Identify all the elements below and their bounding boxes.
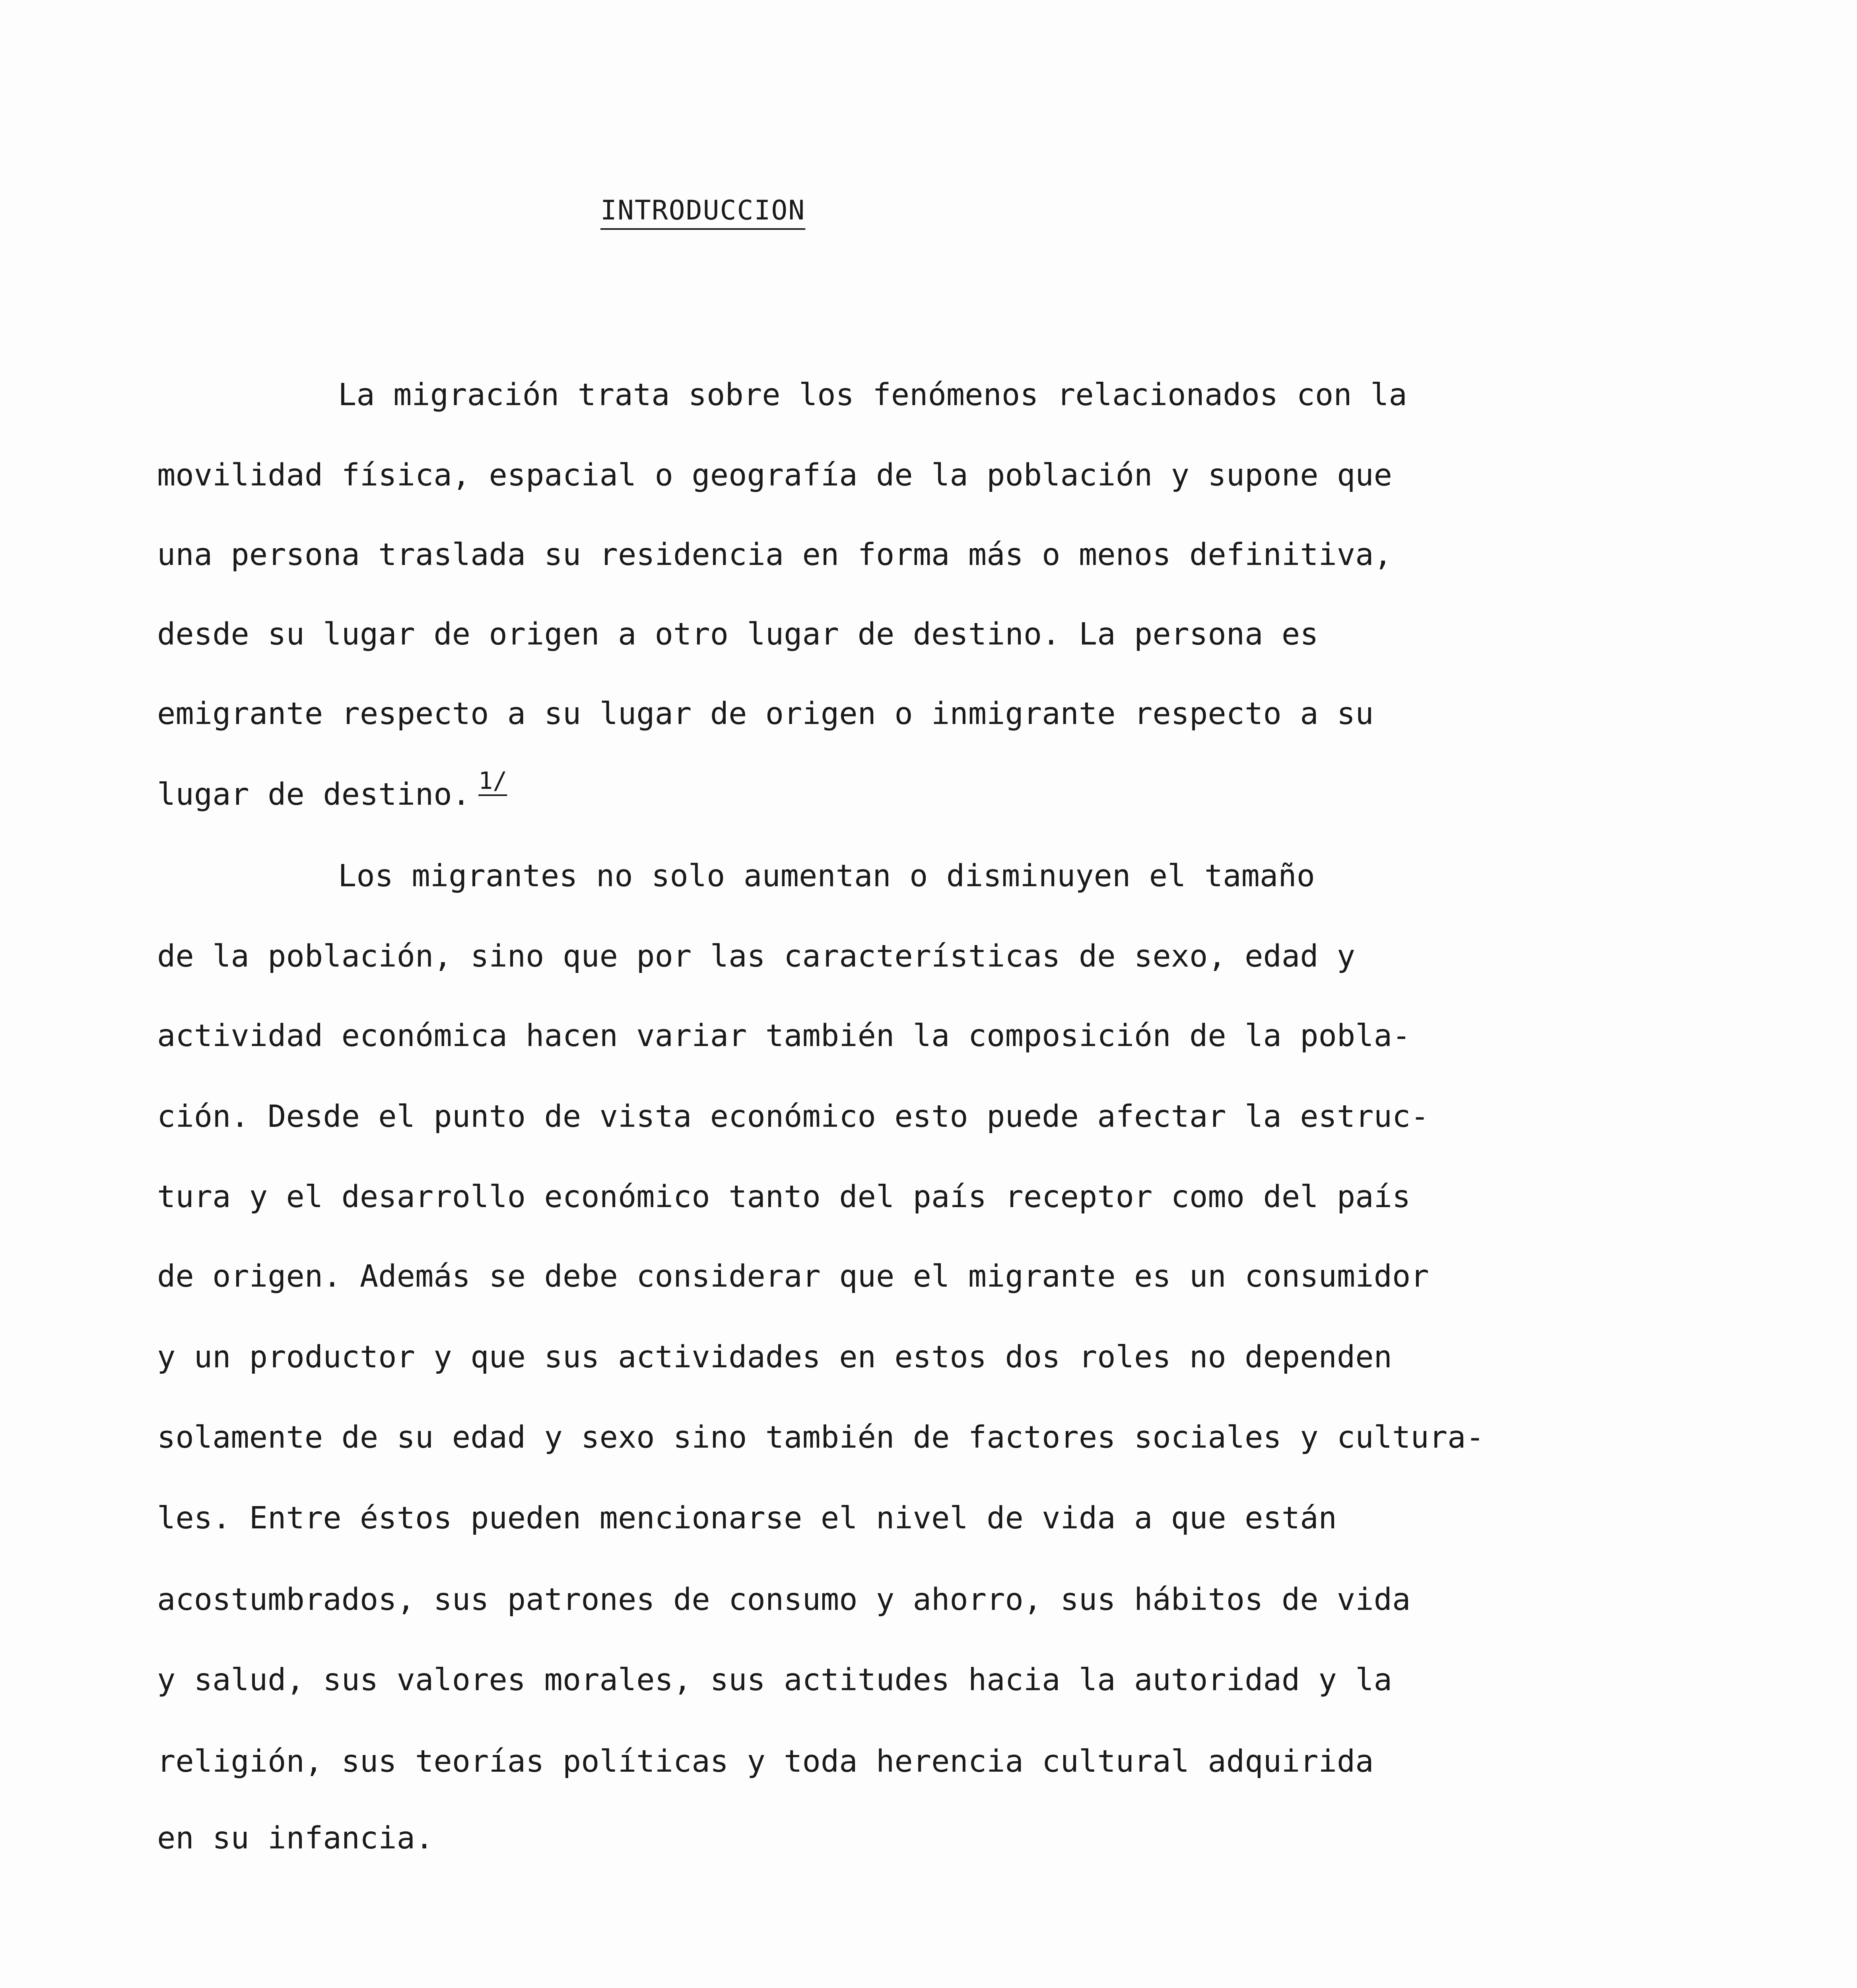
paragraph-1-line: emigrante respecto a su lugar de origen o inmigrante respecto a su <box>157 696 1374 732</box>
paragraph-2-line: en su infancia. <box>157 1821 434 1856</box>
page-title: INTRODUCCION <box>600 195 806 226</box>
paragraph-1-line: movilidad física, espacial o geografía de la población y supone que <box>157 458 1392 493</box>
paragraph-1-last-text: lugar de destino. <box>157 777 471 812</box>
paragraph-2-line: religión, sus teorías políticas y toda herencia cultural adquirida <box>157 1744 1374 1779</box>
paragraph-1-line: desde su lugar de origen a otro lugar de destino. La persona es <box>157 617 1319 652</box>
paragraph-2-line: ción. Desde el punto de vista económico esto puede afectar la estruc- <box>157 1099 1429 1134</box>
paragraph-2-line: tura y el desarrollo económico tanto del país receptor como del país <box>157 1179 1411 1215</box>
paragraph-2-line: acostumbrados, sus patrones de consumo y ahorro, sus hábitos de vida <box>157 1582 1411 1617</box>
paragraph-1-line: La migración trata sobre los fenómenos relacionados con la <box>338 377 1407 413</box>
paragraph-2-line: actividad económica hacen variar también la composición de la pobla- <box>157 1018 1411 1054</box>
paragraph-2-line: de la población, sino que por las características de sexo, edad y <box>157 939 1356 974</box>
paragraph-1-line: una persona traslada su residencia en forma más o menos definitiva, <box>157 537 1392 573</box>
paragraph-2-line: y un productor y que sus actividades en estos dos roles no dependen <box>157 1340 1392 1375</box>
paragraph-1-line <box>157 767 507 812</box>
paragraph-2-line: de origen. Además se debe considerar que el migrante es un consumidor <box>157 1259 1429 1294</box>
paragraph-2-line: les. Entre éstos pueden mencionarse el nivel de vida a que están <box>157 1501 1337 1536</box>
footnote-reference: 1/ <box>478 767 507 795</box>
paragraph-2-line: solamente de su edad y sexo sino también de factores sociales y cultura- <box>157 1420 1484 1455</box>
paragraph-2-line: Los migrantes no solo aumentan o disminuyen el tamaño <box>338 858 1315 894</box>
paragraph-2-line: y salud, sus valores morales, sus actitudes hacia la autoridad y la <box>157 1662 1392 1698</box>
